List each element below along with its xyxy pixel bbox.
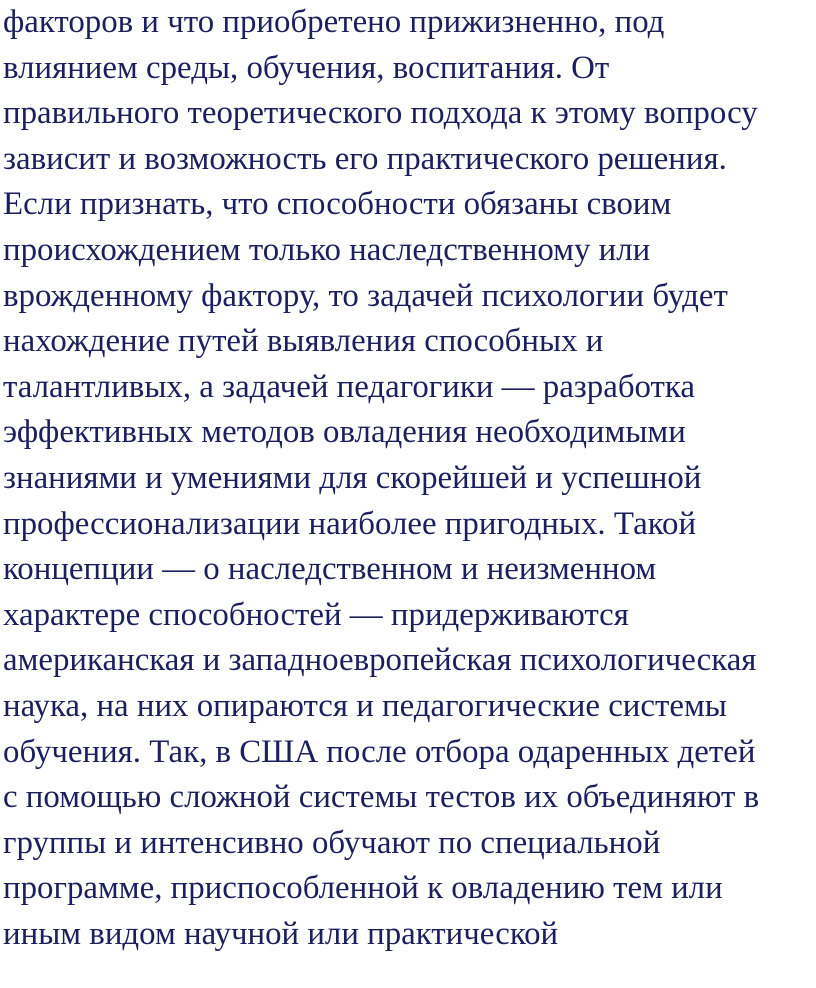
text-line: американская и западноевропейская психологическая [3, 642, 757, 679]
text-line: талантливых, а задачей педагогики — разработка [3, 368, 696, 405]
text-line: программе, приспособленной к овладению тем или [3, 870, 723, 907]
text-line: нахождение путей выявления способных и [3, 323, 604, 360]
text-line: характере способностей — придерживаются [3, 596, 629, 633]
body-text [3, 0, 816, 957]
text-line: группы и интенсивно обучают по специальной [3, 824, 661, 861]
text-line: профессионализации наиболее пригодных. Такой [3, 505, 697, 542]
text-line: эффективных методов овладения необходимыми [3, 414, 686, 451]
text-line: происхождением только наследственному или [3, 231, 651, 268]
text-line: концепции — о наследственном и неизменном [3, 551, 657, 588]
text-line: обучения. Так, в США после отбора одаренных детей [3, 733, 756, 770]
text-line: наука, на них опираются и педагогические системы [3, 687, 727, 724]
text-line: факторов и что приобретено прижизненно, под [3, 4, 665, 40]
text-line: врожденному фактору, то задачей психологии будет [3, 277, 728, 314]
text-line: иным видом научной или практической [3, 915, 559, 952]
text-line: знаниями и умениями для скорейшей и успешной [3, 459, 702, 496]
text-line: Если признать, что способности обязаны своим [3, 186, 672, 223]
text-line: влиянием среды, обучения, воспитания. От [3, 49, 610, 86]
text-line: зависит и возможность его практического решения. [3, 140, 727, 177]
text-line: правильного теоретического подхода к этому вопросу [3, 95, 758, 132]
text-line: с помощью сложной системы тестов их объединяют в [3, 779, 760, 816]
